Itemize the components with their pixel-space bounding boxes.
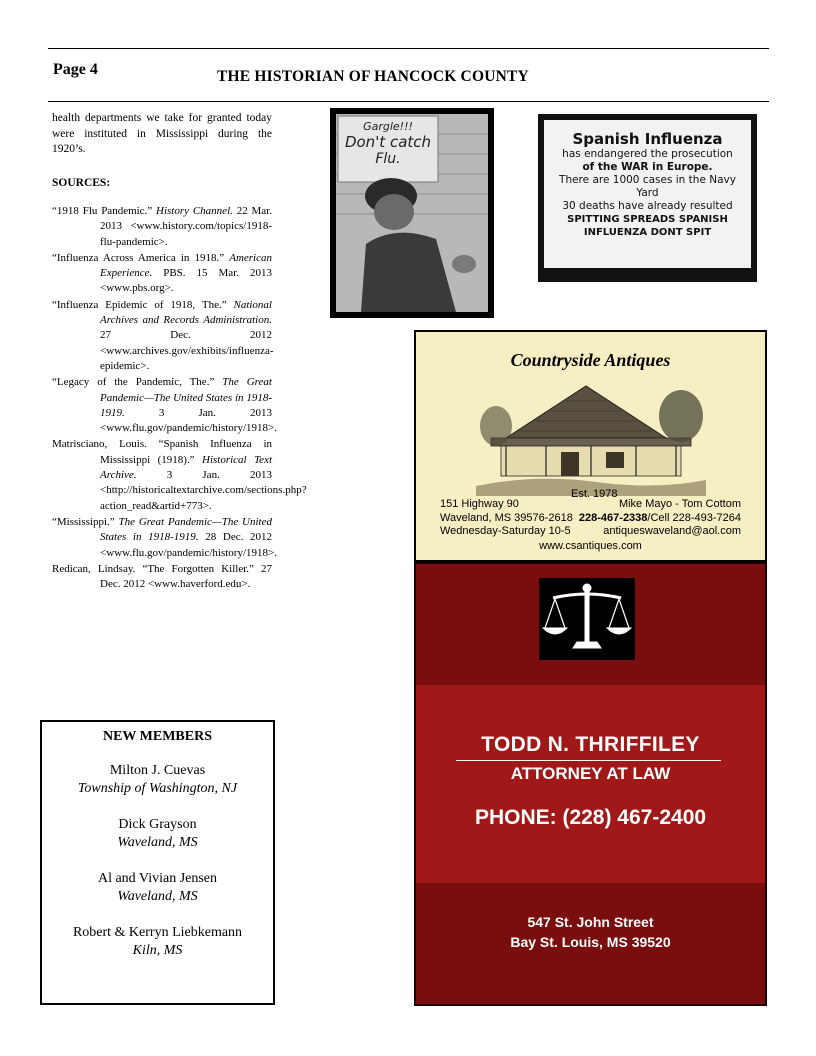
antiques-established: Est. 1978 bbox=[571, 488, 618, 500]
antiques-email: antiqueswaveland@aol.com bbox=[603, 525, 741, 537]
gargle-photo-image bbox=[336, 114, 488, 312]
source-text: “Influenza Epidemic of 1918, The.” bbox=[52, 298, 234, 311]
source-entry bbox=[52, 204, 272, 250]
source-entry bbox=[52, 515, 277, 561]
newsletter-masthead: THE HISTORIAN OF HANCOCK COUNTY bbox=[217, 68, 529, 85]
source-text: “Influenza Across America in 1918.” bbox=[52, 251, 230, 264]
source-citation: 28 Dec. 2012 <www.flu.gov/pandemic/history/1918>. bbox=[100, 531, 277, 559]
member-name: Al and Vivian Jensen bbox=[97, 871, 218, 886]
members-list bbox=[42, 762, 273, 960]
member-entry bbox=[42, 816, 273, 852]
source-text: Redican, Lindsay. “The Forgotten Killer.” 27 Dec. 2012 <www.haverford.edu>. bbox=[52, 562, 272, 591]
header-top-rule bbox=[48, 48, 769, 49]
antiques-contact bbox=[579, 498, 741, 539]
source-title: Historical Text Archive. bbox=[100, 453, 272, 482]
member-location: Township of Washington, NJ bbox=[77, 781, 238, 796]
source-entry bbox=[52, 375, 277, 436]
gargle-sign-line3: Flu. bbox=[375, 151, 401, 167]
source-citation: 22 Mar. 2013 <www.history.com/topics/1918-flu-pandemic>. bbox=[100, 205, 272, 248]
member-location: Kiln, MS bbox=[132, 943, 183, 958]
influenza-sign-image bbox=[544, 120, 751, 268]
source-citation: 27 Dec. 2012 <www.archives.gov/exhibits/influenza-epidemic>. bbox=[100, 329, 274, 372]
source-text: “1918 Flu Pandemic.” bbox=[52, 205, 157, 217]
source-title: American Experience. bbox=[100, 251, 272, 280]
influenza-sign-warning: SPITTING SPREADS SPANISH bbox=[567, 214, 728, 225]
member-entry bbox=[42, 762, 273, 798]
antiques-address-line: Waveland, MS 39576-2618 bbox=[440, 511, 573, 524]
antiques-address-line: 151 Highway 90 bbox=[440, 498, 519, 510]
new-members-box bbox=[40, 720, 275, 1005]
influenza-sign-text bbox=[550, 126, 745, 239]
source-title: National Archives and Records Administration. bbox=[100, 298, 272, 327]
attorney-city: Bay St. Louis, MS 39520 bbox=[510, 934, 671, 950]
influenza-sign-photo bbox=[538, 114, 757, 282]
sources-heading: SOURCES: bbox=[52, 176, 111, 189]
source-title: The Great Pandemic—The United States in 1918-1919. bbox=[100, 515, 272, 544]
influenza-sign-warning: INFLUENZA DONT SPIT bbox=[583, 227, 712, 238]
gargle-sign-line1: Gargle!!! bbox=[363, 120, 413, 133]
member-entry bbox=[42, 924, 273, 960]
antiques-address bbox=[440, 498, 573, 539]
page-number: Page 4 bbox=[53, 61, 98, 78]
article-intro: health departments we take for granted today were instituted in Mississippi during the 1920’s. bbox=[52, 112, 272, 155]
sources-list bbox=[52, 204, 307, 592]
attorney-street: 547 St. John Street bbox=[527, 914, 654, 930]
influenza-sign-line: 30 deaths have already resulted bbox=[562, 200, 733, 212]
source-entry bbox=[52, 298, 272, 374]
member-entry bbox=[42, 870, 273, 906]
new-members-heading: NEW MEMBERS bbox=[102, 729, 213, 744]
attorney-address bbox=[416, 912, 765, 952]
attorney-title: ATTORNEY AT LAW bbox=[510, 764, 671, 783]
countryside-antiques-ad bbox=[414, 330, 767, 562]
attorney-name: TODD N. THRIFFILEY bbox=[481, 733, 700, 756]
source-entry bbox=[52, 251, 272, 297]
scales-of-justice-icon bbox=[539, 578, 635, 660]
source-citation: 3 Jan. 2013 <www.flu.gov/pandemic/history/1918>. bbox=[100, 406, 277, 435]
article-column bbox=[52, 111, 307, 593]
source-text: “Mississippi.” bbox=[52, 515, 119, 528]
gargle-sign-line2: Don't catch bbox=[344, 133, 432, 151]
header-bottom-rule bbox=[48, 101, 769, 102]
antiques-website: www.csantiques.com bbox=[539, 540, 642, 552]
attorney-divider bbox=[456, 760, 721, 761]
member-location: Waveland, MS bbox=[117, 835, 198, 850]
member-name: Dick Grayson bbox=[118, 817, 197, 832]
source-text: Matrisciano, Louis. “Spanish Influenza in Mississippi (1918).” bbox=[52, 438, 272, 466]
member-name: Milton J. Cuevas bbox=[109, 763, 206, 778]
source-citation: PBS. 15 Mar. 2013 <www.pbs.org>. bbox=[100, 267, 272, 295]
member-name: Robert & Kerryn Liebkemann bbox=[72, 925, 243, 940]
attorney-name-band bbox=[416, 685, 765, 883]
source-text: “Legacy of the Pandemic, The.” bbox=[52, 376, 223, 389]
source-title: History Channel. bbox=[156, 205, 233, 217]
antiques-owners: Mike Mayo - Tom Cottom bbox=[618, 498, 741, 510]
influenza-sign-line: There are 1000 cases in the Navy Yard bbox=[559, 174, 736, 199]
antiques-cell: /Cell 228-493-7264 bbox=[647, 511, 741, 524]
source-entry bbox=[52, 437, 307, 513]
member-location: Waveland, MS bbox=[117, 889, 198, 904]
farmhouse-illustration bbox=[476, 376, 706, 496]
influenza-sign-line: of the WAR in Europe. bbox=[582, 161, 713, 173]
attorney-ad bbox=[414, 562, 767, 1006]
gargle-photo bbox=[330, 108, 494, 318]
source-citation: 3 Jan. 2013 <http://historicaltextarchive.com/sections.php?action_read&artid+773>. bbox=[100, 469, 307, 512]
antiques-phones bbox=[579, 512, 741, 526]
source-title: The Great Pandemic—The United States in 1918-1919. bbox=[100, 376, 272, 419]
antiques-phone: 228-467-2338 bbox=[578, 511, 648, 524]
attorney-phone: PHONE: (228) 467-2400 bbox=[474, 806, 707, 829]
influenza-sign-line: has endangered the prosecution bbox=[562, 148, 733, 160]
antiques-hours: Wednesday-Saturday 10-5 bbox=[440, 525, 571, 537]
source-entry bbox=[52, 562, 272, 593]
influenza-sign-title: Spanish Influenza bbox=[572, 130, 723, 148]
antiques-business-name: Countryside Antiques bbox=[510, 350, 671, 370]
